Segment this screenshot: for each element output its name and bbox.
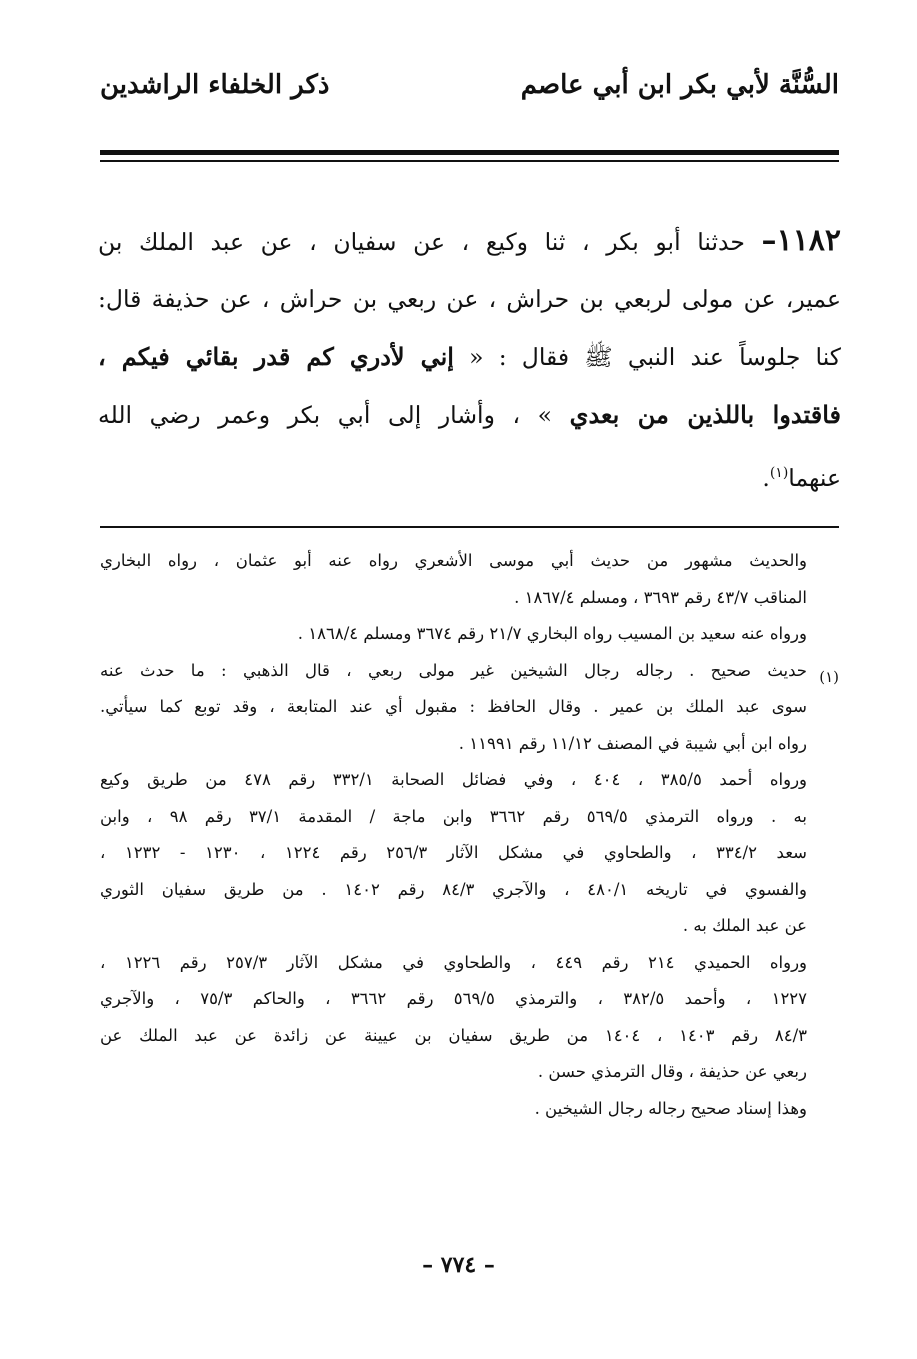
- hadith-line-5-text: عنهما: [788, 463, 841, 492]
- footnote-reference: (١): [769, 465, 789, 481]
- footnote-separator: [100, 526, 839, 528]
- footnote-line: به . ورواه الترمذي ٥٦٩/٥ رقم ٣٦٦٢ وابن ماجة / المقدمة ٣٧/١ رقم ٩٨ ، وابن: [100, 806, 807, 826]
- hadith-text: [98, 212, 841, 502]
- footnote-line: ورواه عنه سعيد بن المسيب رواه البخاري ٢١/٧ رقم ٣٦٧٤ ومسلم ١٨٦٨/٤ .: [297, 624, 807, 643]
- footnote-line: ربعي عن حذيفة ، وقال الترمذي حسن .: [537, 1062, 807, 1081]
- hadith-line-3: [98, 328, 841, 386]
- footnote-line: عن عبد الملك به .: [682, 916, 807, 935]
- page-number: – ٧٧٤ –: [422, 1252, 495, 1278]
- running-header: [100, 70, 839, 100]
- hadith-line-1-text: حدثنا أبو بكر ، ثنا وكيع ، عن سفيان ، عن عبد الملك بن: [98, 228, 745, 256]
- book-title: السُّنَّة لأبي بكر ابن أبي عاصم: [520, 70, 839, 100]
- footnote-line: ورواه أحمد ٣٨٥/٥ ، ٤٠٤ ، وفي فضائل الصحابة ٣٣٢/١ رقم ٤٧٨ من طريق وكيع: [100, 770, 807, 789]
- hadith-line-4: [98, 386, 841, 444]
- hadith-line-5: [98, 444, 841, 502]
- hadith-quote-part-1: إني لأدري كم قدر بقائي فيكم ،: [98, 342, 454, 371]
- footnote-line: ٨٤/٣ رقم ١٤٠٣ ، ١٤٠٤ من طريق سفيان بن عيينة عن زائدة عن عبد الملك عن: [100, 1025, 807, 1045]
- footnote-line: سعد ٣٣٤/٢ ، والطحاوي في مشكل الآثار ٢٥٦/٣ رقم ١٢٢٤ ، ١٢٣٠ - ١٢٣٢ ،: [100, 843, 807, 862]
- footnotes: [100, 543, 807, 1127]
- hadith-number: ١١٨٢: [776, 223, 841, 258]
- footnote-line: والفسوي في تاريخه ٤٨٠/١ ، والآجري ٨٤/٣ رقم ١٤٠٢ . من طريق سفيان الثوري: [100, 879, 807, 899]
- footnote-line: ورواه الحميدي ٢١٤ رقم ٤٤٩ ، والطحاوي في مشكل الآثار ٢٥٧/٣ رقم ١٢٢٦ ،: [100, 952, 807, 972]
- hadith-line-4-post: » ، وأشار إلى أبي بكر وعمر رضي الله: [98, 401, 570, 429]
- footnote-line: حديث صحيح . رجاله رجال الشيخين غير مولى ربعي ، قال الذهبي : ما حدث عنه: [100, 660, 807, 680]
- footnote-marker: (١): [819, 668, 839, 686]
- footnote-line: رواه ابن أبي شيبة في المصنف ١١/١٢ رقم ١١٩٩١ .: [458, 733, 807, 753]
- hadith-line-2: عمير، عن مولى لربعي بن حراش ، عن ربعي بن حراش ، عن حذيفة قال:: [98, 285, 841, 313]
- hadith-line-1: [98, 212, 841, 270]
- footnote-line: والحديث مشهور من حديث أبي موسى الأشعري رواه عنه أبو عثمان ، رواه البخاري: [100, 551, 807, 570]
- footnote-line: المناقب ٤٣/٧ رقم ٣٦٩٣ ، ومسلم ١٨٦٧/٤ .: [514, 587, 807, 607]
- hadith-dash: –: [761, 223, 777, 258]
- header-rule-thin: [100, 160, 839, 162]
- hadith-line-3-pre: كنا جلوساً عند النبي ﷺ فقال : «: [453, 343, 841, 371]
- footnote-line: وهذا إسناد صحيح رجاله رجال الشيخين .: [534, 1098, 807, 1118]
- footnote-line: ١٢٢٧ ، وأحمد ٣٨٢/٥ ، والترمذي ٥٦٩/٥ رقم ٣٦٦٢ ، والحاكم ٧٥/٣ ، والآجري: [100, 989, 807, 1008]
- footnote-line: سوى عبد الملك بن عمير . وقال الحافظ : مقبول أي عند المتابعة ، وقد توبع كما سيأتي.: [100, 697, 807, 716]
- header-rule-thick: [100, 150, 839, 155]
- hadith-line-5-end: .: [762, 463, 770, 492]
- hadith-quote-part-2: فاقتدوا باللذين من بعدي: [569, 400, 841, 429]
- chapter-title: ذكر الخلفاء الراشدين: [100, 70, 330, 100]
